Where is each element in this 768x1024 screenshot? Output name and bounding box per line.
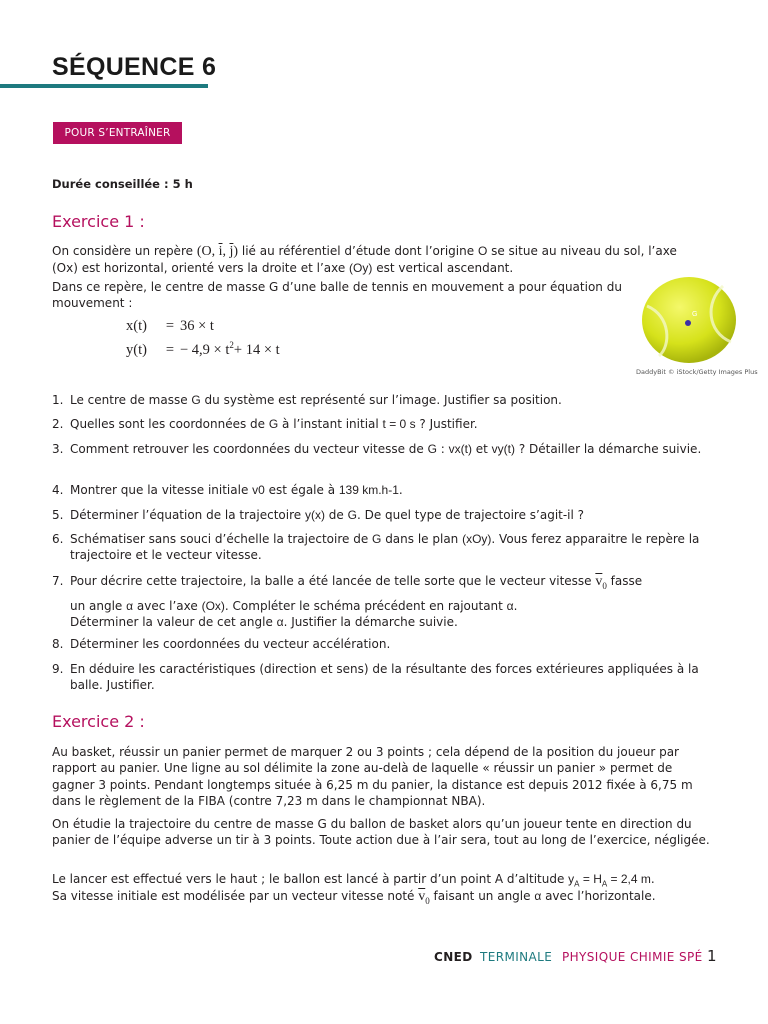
footer-publisher: CNED: [434, 950, 473, 964]
duration-label: Durée conseillée : 5 h: [52, 177, 193, 191]
axis-oy: (Oy): [349, 261, 373, 276]
center-of-mass-marker: [685, 320, 691, 326]
image-credit: DaddyBit © iStock/Getty Images Plus: [636, 368, 758, 376]
footer-level: TERMINALE: [480, 950, 553, 964]
question-3: 3. Comment retrouver les coordonnées du vecteur vitesse de G : vx(t) et vy(t) ? Détailler la démarche suivie.: [52, 442, 702, 456]
exercise-2-paragraph-1: Au basket, réussir un panier permet de marquer 2 ou 3 points ; cela dépend de la position du joueur par rapport au panier. Une ligne au sol délimite la zone au-delà de laquelle « réussir un panier » permet de gagner 3 points. Pendant longtemps située à 6,25 m du panier, la distance est depuis 2012 fixée à 6,75 m dans le règlement de la FIBA (contre 7,23 m dans le championnat NBA).: [52, 745, 693, 808]
question-2: 2. Quelles sont les coordonnées de G à l’instant initial t = 0 s ? Justifier.: [52, 417, 478, 431]
exercise-2-title: Exercice 2 :: [52, 712, 145, 731]
intro-text: On considère un repère: [52, 244, 197, 258]
vector-i: $\overline{i}$: [218, 244, 223, 259]
exercise-1-title: Exercice 1 :: [52, 212, 145, 231]
exercise-2-paragraph-2: On étudie la trajectoire du centre de masse G du ballon de basket alors qu’un joueur tente en direction du panier de l’équipe adverse un tir à 3 points. Toute action due à l’air sera, tout au long de l’exercice, négligée.: [52, 817, 710, 848]
question-5: 5. Déterminer l’équation de la trajectoire y(x) de G. De quel type de trajectoire s’agit-il ?: [52, 508, 585, 522]
vector-j: $\overline{j}$: [229, 244, 234, 259]
question-1: 1. Le centre de masse G du système est représenté sur l’image. Justifier sa position.: [52, 393, 562, 407]
equation-x-rhs: 36 × t: [180, 318, 214, 334]
title-underline: [0, 84, 208, 88]
equation-y: y(t) = − $4,9 \times t^2+ 14 \times t$: [126, 340, 280, 358]
question-6: 6. Schématiser sans souci d’échelle la trajectoire de G dans le plan (xOy). Vous ferez apparaitre le repère la trajectoire et le vecteur vitesse.: [52, 532, 700, 563]
center-of-mass-label: G: [692, 311, 698, 318]
exercise-1-intro: On considère un repère (O, $\overline{i}$, $\overline{j}$) lié au référentiel d’étude dont l’origine O se situe au niveau du sol, l’axe (Ox) est horizontal, orienté vers la droite et l’axe (Oy) est vertical ascendant.: [52, 244, 677, 276]
sequence-title: SÉQUENCE 6: [52, 53, 217, 81]
training-badge: POUR S’ENTRAÎNER: [53, 122, 182, 144]
exercise-2-paragraph-3: Le lancer est effectué vers le haut ; le ballon est lancé à partir d’un point A d’altitude $y_A = H_A = 2,4$ m.: [52, 872, 655, 889]
page-number: 1: [707, 947, 717, 965]
question-8: 8. Déterminer les coordonnées du vecteur accélération.: [52, 637, 391, 651]
equation-y-lhs: y(t): [126, 341, 147, 358]
launch-altitude: $y_A = H_A = 2,4$ m: [568, 872, 651, 889]
exercise-1-equation-intro: Dans ce repère, le centre de masse G d’une balle de tennis en mouvement a pour équation du mouvement :: [52, 280, 622, 311]
frame-notation: (O, $\overline{i}$, $\overline{j}$): [196, 244, 239, 259]
tennis-ball-image: [641, 276, 737, 364]
equation-y-rhs: − 4,9 × t: [180, 341, 230, 358]
question-4: 4. Montrer que la vitesse initiale v0 est égale à 139 km.h-1.: [52, 483, 403, 497]
origin-o: O: [477, 244, 488, 258]
equation-x-lhs: x(t): [126, 318, 147, 334]
footer-subject: PHYSIQUE CHIMIE SPÉ: [562, 950, 703, 964]
equation-x: x(t) = 36 × t: [126, 318, 214, 334]
question-7: 7. Pour décrire cette trajectoire, la balle a été lancée de telle sorte que le vecteur vitesse $\overline{v}_0$ fasse un angle α avec l’axe (Ox). Compléter le schéma précédent en rajoutant α. Déterminer la valeur de cet angle α. Justifier la démarche suivie.: [52, 574, 643, 630]
question-9: 9. En déduire les caractéristiques (direction et sens) de la résultante des forces extérieures appliquées à la balle. Justifier.: [52, 662, 699, 693]
exercise-2-paragraph-4: Sa vitesse initiale est modélisée par un vecteur vitesse noté $\overline{v}_0$ faisant un angle α avec l’horizontale.: [52, 889, 656, 906]
